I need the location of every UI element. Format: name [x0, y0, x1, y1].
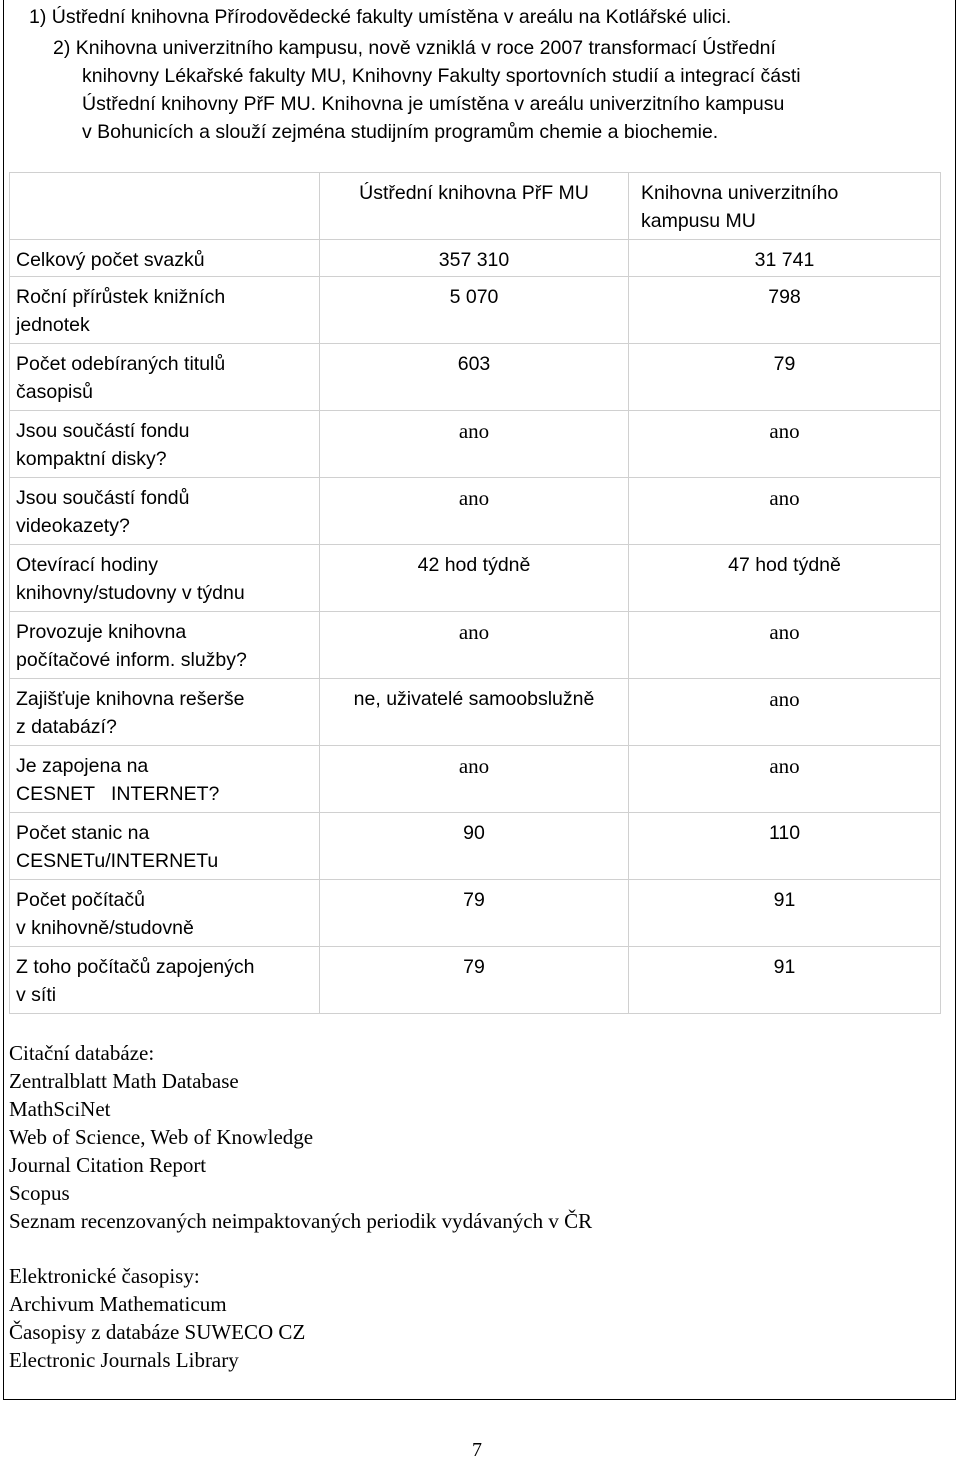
row-value-campus: 47 hod týdně: [629, 545, 941, 612]
row-value-central: 79: [320, 880, 629, 947]
row-label: Počet odebíraných titulů časopisů: [10, 344, 320, 411]
table-row: [10, 478, 941, 545]
row-label: Jsou součástí fondu kompaktní disky?: [10, 411, 320, 478]
row-value-central: 357 310: [320, 240, 629, 277]
row-value-campus: ano: [629, 679, 941, 746]
ejournal-item: Electronic Journals Library: [9, 1348, 239, 1372]
table-row: [10, 240, 941, 277]
row-label: Celkový počet svazků: [10, 240, 320, 277]
row-value-central: ano: [320, 411, 629, 478]
header-central-library: Ústřední knihovna PřF MU: [320, 173, 629, 240]
row-value-campus: ano: [629, 411, 941, 478]
citation-item: Scopus: [9, 1181, 70, 1205]
intro-item-1: 1) Ústřední knihovna Přírodovědecké fakulty umístěna v areálu na Kotlářské ulici.: [29, 6, 732, 28]
row-label: Jsou součástí fondů videokazety?: [10, 478, 320, 545]
citation-item: MathSciNet: [9, 1097, 111, 1121]
citation-item: Seznam recenzovaných neimpaktovaných periodik vydávaných v ČR: [9, 1209, 593, 1233]
row-label: Otevírací hodiny knihovny/studovny v týdnu: [10, 545, 320, 612]
row-value-central: 603: [320, 344, 629, 411]
row-value-central: ano: [320, 746, 629, 813]
table-row: [10, 411, 941, 478]
citation-item: Web of Science, Web of Knowledge: [9, 1125, 314, 1149]
table-row: [10, 277, 941, 344]
table-row: [10, 344, 941, 411]
intro-item-2-line-4: v Bohunicích a slouží zejména studijním programům chemie a biochemie.: [82, 121, 719, 143]
row-value-central: ano: [320, 612, 629, 679]
row-label: Provozuje knihovna počítačové inform. služby?: [10, 612, 320, 679]
row-value-campus: 79: [629, 344, 941, 411]
table-row: [10, 746, 941, 813]
row-value-central: 42 hod týdně: [320, 545, 629, 612]
table-row: [10, 612, 941, 679]
table-header-row: [10, 173, 941, 240]
row-label: Roční přírůstek knižních jednotek: [10, 277, 320, 344]
table-row: [10, 813, 941, 880]
library-stats-table: [9, 172, 941, 1014]
intro-item-2-line-2: knihovny Lékařské fakulty MU, Knihovny Fakulty sportovních studií a integrací části: [82, 65, 801, 87]
table-row: [10, 947, 941, 1014]
intro-item-2-line-1: 2) Knihovna univerzitního kampusu, nově vzniklá v roce 2007 transformací Ústřední: [53, 37, 776, 59]
row-label: Z toho počítačů zapojených v síti: [10, 947, 320, 1014]
row-value-central: ne, uživatelé samoobslužně: [320, 679, 629, 746]
row-value-campus: ano: [629, 612, 941, 679]
row-value-campus: 91: [629, 947, 941, 1014]
intro-item-2-line-3: Ústřední knihovny PřF MU. Knihovna je umístěna v areálu univerzitního kampusu: [82, 93, 785, 115]
row-value-campus: ano: [629, 478, 941, 545]
row-value-campus: 798: [629, 277, 941, 344]
row-label: Počet stanic na CESNETu/INTERNETu: [10, 813, 320, 880]
row-value-campus: 31 741: [629, 240, 941, 277]
ejournal-item: Časopisy z databáze SUWECO CZ: [9, 1320, 306, 1344]
row-label: Je zapojena na CESNET INTERNET?: [10, 746, 320, 813]
citation-heading: Citační databáze:: [9, 1041, 155, 1065]
row-label: Počet počítačů v knihovně/studovně: [10, 880, 320, 947]
ejournal-item: Archivum Mathematicum: [9, 1292, 227, 1316]
ejournals-heading: Elektronické časopisy:: [9, 1264, 200, 1288]
page-number: 7: [472, 1439, 482, 1461]
table-row: [10, 679, 941, 746]
header-empty-cell: [10, 173, 320, 240]
row-value-central: 90: [320, 813, 629, 880]
row-value-central: ano: [320, 478, 629, 545]
citation-item: Journal Citation Report: [9, 1153, 207, 1177]
table-row: [10, 880, 941, 947]
row-value-central: 79: [320, 947, 629, 1014]
row-value-campus: 91: [629, 880, 941, 947]
table-row: [10, 545, 941, 612]
row-value-central: 5 070: [320, 277, 629, 344]
citation-item: Zentralblatt Math Database: [9, 1069, 239, 1093]
row-value-campus: ano: [629, 746, 941, 813]
row-value-campus: 110: [629, 813, 941, 880]
header-campus-library: Knihovna univerzitního kampusu MU: [629, 173, 941, 240]
row-label: Zajišťuje knihovna rešerše z databází?: [10, 679, 320, 746]
